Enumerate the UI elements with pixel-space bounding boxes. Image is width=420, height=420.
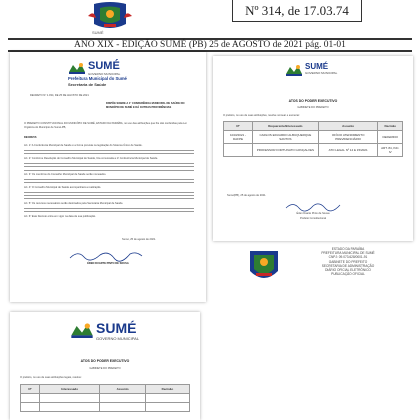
table-cell: CARLOS EDUARDO ALBUQUERQUE SANTOS	[252, 131, 318, 144]
logo-subtitle: GOVERNO MUNICIPAL	[88, 72, 121, 76]
acts-signatory-role: Prefeito Constitucional	[300, 217, 326, 220]
sume-logo	[285, 62, 365, 80]
header	[0, 0, 420, 38]
article: Art. 5º Os recursos necessários serão destinados pela Secretaria Municipal de Saúde.	[24, 201, 124, 205]
logo-subtitle: GOVERNO MUNICIPAL	[305, 71, 338, 75]
signature-icon	[283, 200, 343, 212]
article: Art. 4º O Conselho Municipal de Saúde acompanhará a realização.	[24, 185, 102, 189]
decree-preamble: O PREFEITO CONSTITUCIONAL DO MUNICÍPIO DE SUMÉ, ESTADO DA PARAÍBA, no uso das atribuições que lhe são conferidas pela Lei Orgânica do Município de Sumé-PB,	[24, 122, 187, 129]
municipal-crest-icon	[86, 2, 134, 32]
org-name: Prefeitura Municipal do Sumé	[68, 76, 127, 81]
seal-caption	[288, 247, 408, 276]
dept-name: Secretaria de Saúde	[68, 82, 107, 87]
acts-intro: O prefeito, no uso de suas atribuições legais, resolve:	[20, 376, 82, 379]
seal-line: GABINETE DO PREFEITO	[328, 259, 368, 264]
table-row	[21, 394, 190, 403]
sume-logo-icon	[285, 64, 303, 76]
acts-intro: O prefeito, no uso de suas atribuições, resolve nomear e exonerar:	[223, 114, 300, 117]
executive-acts-document-2	[10, 312, 200, 420]
municipal-seal-icon	[244, 247, 284, 287]
acts-subtitle: GABINETE DO PREFEITO	[297, 106, 329, 109]
decree-decreta: DECRETA:	[24, 136, 38, 139]
table-cell: ART. 84, INC. IV	[378, 144, 403, 157]
decree-signatory: ÉDEN DUARTE PINTO DE SOUSA	[87, 262, 129, 265]
column-header: Assunto	[100, 385, 146, 394]
acts-table	[223, 121, 403, 157]
column-header: Nº	[21, 385, 40, 394]
logo-name: SUMÉ	[88, 60, 120, 72]
acts-table	[20, 384, 190, 412]
sume-logo	[70, 320, 180, 344]
column-header: Decisão	[145, 385, 189, 394]
table-cell: ATO LEGAL Nº 14 E 15/2021	[318, 144, 378, 157]
table-header-row	[224, 122, 403, 131]
edition-line: ANO XIX - EDIÇÃO SUMÉ (PB) 25 de AGOSTO de 2021 pág. 01-01	[8, 38, 412, 52]
acts-title: ATOS DO PODER EXECUTIVO	[80, 359, 130, 363]
table-cell: PROFESSOR FORTUNATO GONÇALVES	[252, 144, 318, 157]
column-header: Interessado	[40, 385, 100, 394]
acts-table-wrap	[20, 384, 190, 412]
article: Art. 3º Os membros do Conselho Municipal de Saúde serão nomeados.	[24, 172, 107, 176]
column-header: Nº	[224, 122, 253, 131]
seal-line: PUBLICAÇÃO OFICIAL	[331, 272, 365, 277]
decree-date: Sumé, 25 de agosto de 2021.	[122, 238, 157, 241]
table-cell	[224, 144, 253, 157]
seal-line: PREFEITURA MUNICIPAL DE SUMÉ	[321, 251, 375, 256]
acts-title: ATOS DO PODER EXECUTIVO	[288, 99, 338, 103]
article: Art. 2º Conforme Resolução do Conselho Municipal de Saúde, fica convocada a 1ª Conferência Municipal de Saúde.	[24, 156, 158, 160]
law-reference: Nº 314, de 17.03.74	[232, 0, 362, 22]
column-header: Requerente/Interessado	[252, 122, 318, 131]
decree-summary: DISPÕE SOBRE A 1ª CONFERÊNCIA MUNICIPAL DE SAÚDE DO MUNICÍPIO DE SUMÉ E DÁ OUTRAS PROVIDÊNCIAS	[106, 102, 185, 109]
decree-number: DECRETO Nº 1.034, DE 25 DE AGOSTO DE 2021	[30, 94, 89, 97]
article: Art. 6º Este Decreto entra em vigor na data de sua publicação.	[24, 214, 96, 218]
table-row	[224, 131, 403, 144]
acts-subtitle: GABINETE DO PREFEITO	[89, 367, 121, 370]
acts-table-wrap	[223, 121, 403, 157]
sume-logo-icon	[70, 322, 94, 338]
executive-acts-document	[213, 56, 413, 241]
signature-icon	[66, 248, 146, 262]
acts-date: Sumé(PB), 25 de agosto de 2021.	[227, 194, 267, 197]
seal-line: SECRETARIA DE ADMINISTRAÇÃO	[321, 263, 375, 268]
seal-line: ESTADO DA PARAÍBA	[331, 247, 365, 251]
article: Art. 1º A Conferência Municipal de Saúde é a forma prevista na legislação do Sistema Único de Saúde.	[24, 144, 143, 147]
logo-name: SUMÉ	[96, 320, 137, 336]
column-header: Decisão	[378, 122, 403, 131]
seal-line: CNPJ: 09.073.628/0001-91	[328, 255, 368, 260]
table-row	[21, 403, 190, 412]
seal-line: DIÁRIO OFICIAL ELETRÔNICO	[325, 268, 371, 273]
logo-subtitle: GOVERNO MUNICIPAL	[96, 336, 140, 341]
decree-articles	[24, 144, 194, 218]
table-cell: 1043/2021 - DAFPE	[224, 131, 253, 144]
logo-name: SUMÉ	[305, 62, 329, 71]
table-cell: DEFERIDO	[378, 131, 403, 144]
sume-logo-icon	[68, 62, 86, 74]
table-cell: OFÍCIO ATENDIMENTO PREVIDENCIÁRIO	[318, 131, 378, 144]
acts-signatory: Éden Duarte Pinto de Sousa	[296, 212, 330, 215]
decree-document	[10, 52, 206, 302]
table-row	[224, 144, 403, 157]
column-header: Assunto	[318, 122, 378, 131]
table-header-row	[21, 385, 190, 394]
crest-caption: SUMÉ	[92, 30, 104, 35]
